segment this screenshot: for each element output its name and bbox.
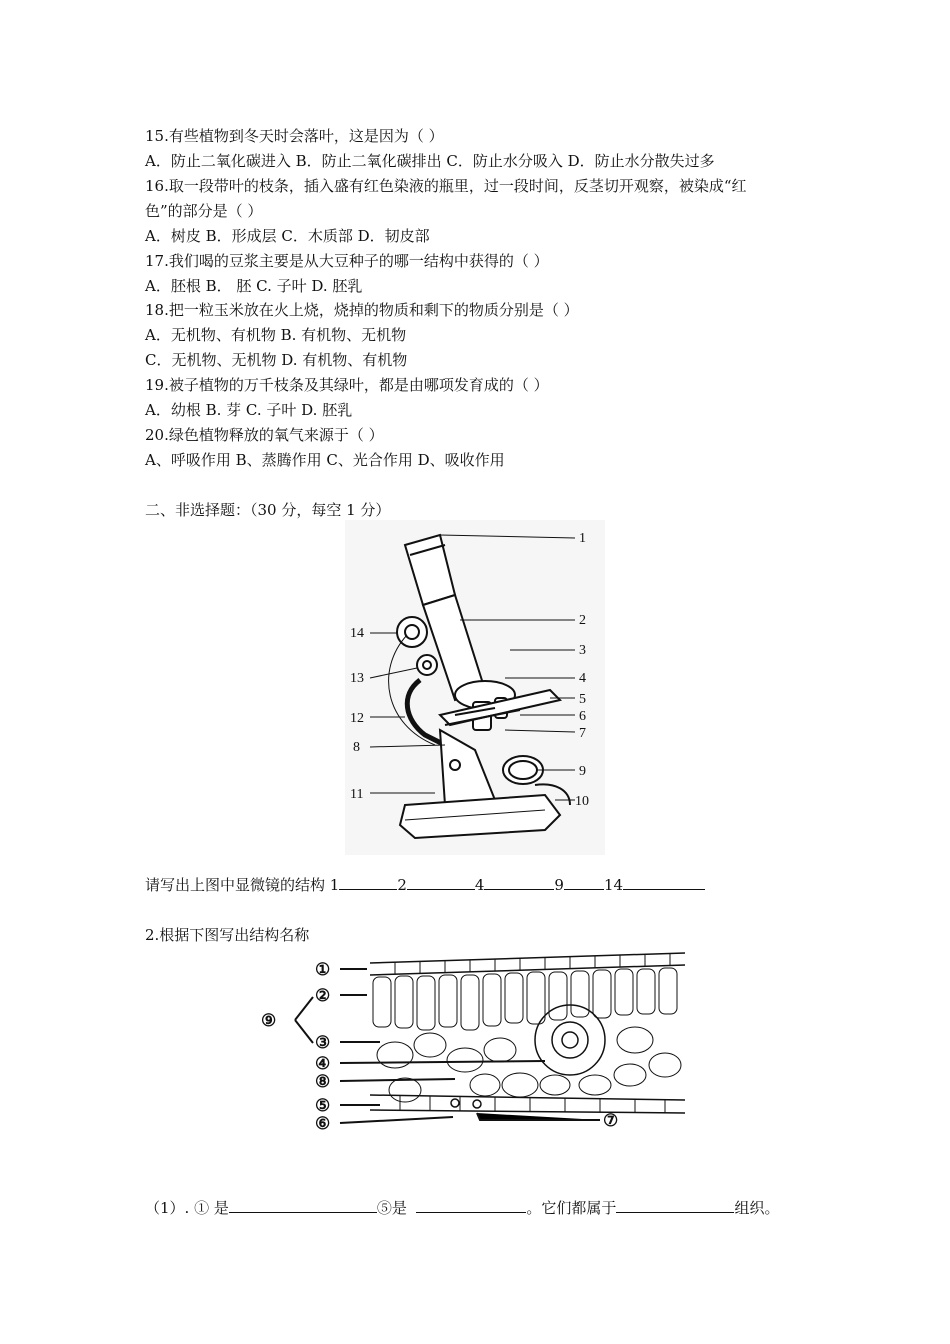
leaf-cross-section-diagram [255, 945, 695, 1140]
question-2-sub1: （1）. ① 是 ⑤是 。它们都属于 组织。 [145, 1199, 780, 1217]
microscope-label-6: 6 [579, 709, 586, 724]
leaf-label-6: ⑥ [315, 1114, 331, 1133]
question-2-title: 2.根据下图写出结构名称 [145, 926, 310, 944]
answer-blank-circle-1[interactable] [229, 1198, 377, 1213]
leaf-label-2: ② [315, 986, 331, 1005]
question-19-options: A．幼根 B. 芽 C. 子叶 D. 胚乳 [145, 401, 353, 419]
question-16-stem-cont: 色”的部分是（ ） [145, 202, 263, 220]
microscope-label-11: 11 [350, 787, 364, 802]
leaf-label-5: ⑤ [315, 1096, 331, 1115]
question-15-stem: 15.有些植物到冬天时会落叶，这是因为（ ） [145, 127, 444, 145]
section2-title: 二、非选择题：（30 分，每空 1 分） [145, 501, 391, 519]
microscope-label-5: 5 [579, 692, 586, 707]
microscope-label-7: 7 [579, 726, 586, 741]
answer-blank-14[interactable] [623, 875, 705, 890]
leaf-label-1: ① [315, 960, 331, 979]
microscope-label-2: 2 [579, 613, 586, 628]
leaf-label-9: ⑨ [261, 1011, 277, 1030]
leaf-label-3: ③ [315, 1033, 331, 1052]
question-16-options: A．树皮 B．形成层 C．木质部 D．韧皮部 [145, 227, 430, 245]
answer-blank-circle-5[interactable] [416, 1198, 526, 1213]
question-19-stem: 19.被子植物的万千枝条及其绿叶，都是由哪项发育成的（ ） [145, 376, 549, 394]
microscope-prompt: 请写出上图中显微镜的结构 1 2 4 9 14 [145, 875, 705, 895]
question-17-options: A．胚根 B． 胚 C. 子叶 D. 胚乳 [145, 277, 363, 295]
microscope-label-14: 14 [350, 626, 364, 641]
microscope-label-12: 12 [350, 711, 364, 726]
microscope-label-1: 1 [579, 531, 586, 546]
microscope-diagram [345, 520, 605, 855]
answer-blank-9[interactable] [564, 875, 604, 890]
microscope-label-8: 8 [353, 740, 360, 755]
answer-blank-2[interactable] [407, 875, 475, 890]
leaf-label-4: ④ [315, 1054, 331, 1073]
question-18-options-cd: C．无机物、无机物 D. 有机物、有机物 [145, 351, 408, 369]
leaf-label-8: ⑧ [315, 1072, 331, 1091]
microscope-label-9: 9 [579, 764, 586, 779]
answer-blank-1[interactable] [339, 875, 397, 890]
question-17-stem: 17.我们喝的豆浆主要是从大豆种子的哪一结构中获得的（ ） [145, 252, 549, 270]
microscope-label-4: 4 [579, 671, 586, 686]
microscope-label-3: 3 [579, 643, 586, 658]
leaf-label-7: ⑦ [603, 1111, 619, 1130]
question-18-options-ab: A．无机物、有机物 B. 有机物、无机物 [145, 326, 407, 344]
answer-blank-4[interactable] [484, 875, 554, 890]
microscope-label-10: 10 [575, 794, 589, 809]
question-20-options: A、呼吸作用 B、蒸腾作用 C、光合作用 D、吸收作用 [145, 451, 505, 469]
question-15-options: A．防止二氧化碳进入 B．防止二氧化碳排出 C．防止水分吸入 D．防止水分散失过多 [145, 152, 715, 170]
question-20-stem: 20.绿色植物释放的氧气来源于（ ） [145, 426, 384, 444]
question-18-stem: 18.把一粒玉米放在火上烧，烧掉的物质和剩下的物质分别是（ ） [145, 301, 579, 319]
microscope-label-13: 13 [350, 671, 364, 686]
answer-blank-tissue[interactable] [616, 1198, 734, 1213]
question-16-stem: 16.取一段带叶的枝条，插入盛有红色染液的瓶里，过一段时间，反茎切开观察，被染成“红 [145, 177, 747, 195]
